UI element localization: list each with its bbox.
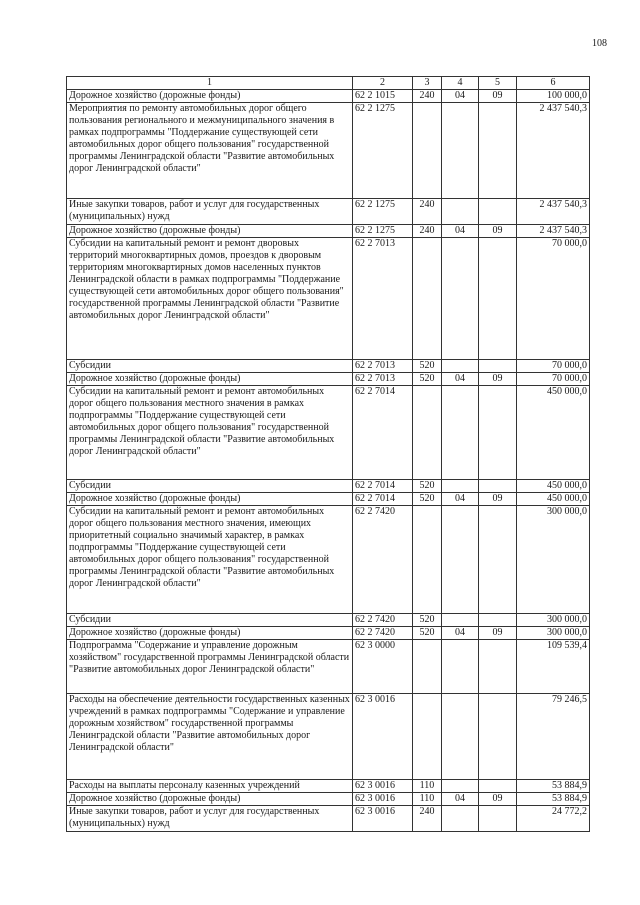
row-rz-cell: 04 [442, 373, 479, 386]
row-amount-cell: 70 000,0 [517, 373, 590, 386]
row-rz-cell [442, 780, 479, 793]
row-pr-cell [479, 238, 517, 360]
row-rz-cell: 04 [442, 90, 479, 103]
row-amount-cell: 2 437 540,3 [517, 225, 590, 238]
row-name-cell: Дорожное хозяйство (дорожные фонды) [67, 493, 353, 506]
row-rz-cell: 04 [442, 627, 479, 640]
row-amount-cell: 450 000,0 [517, 493, 590, 506]
table-row [67, 614, 590, 627]
row-code-cell: 62 2 1275 [353, 225, 413, 238]
row-pr-cell [479, 806, 517, 832]
column-header: 6 [517, 77, 590, 90]
table-row [67, 780, 590, 793]
row-vr-cell: 520 [413, 373, 442, 386]
column-header: 1 [67, 77, 353, 90]
table-row [67, 640, 590, 694]
column-header: 5 [479, 77, 517, 90]
row-rz-cell [442, 694, 479, 780]
row-rz-cell: 04 [442, 225, 479, 238]
table-body [67, 90, 590, 832]
row-name-cell: Дорожное хозяйство (дорожные фонды) [67, 793, 353, 806]
row-rz-cell [442, 238, 479, 360]
row-vr-cell: 520 [413, 480, 442, 493]
row-vr-cell [413, 238, 442, 360]
table-row [67, 199, 590, 225]
row-vr-cell: 240 [413, 199, 442, 225]
row-name-cell: Иные закупки товаров, работ и услуг для государственных (муниципальных) нужд [67, 806, 353, 832]
row-pr-cell [479, 614, 517, 627]
row-code-cell: 62 3 0016 [353, 806, 413, 832]
row-pr-cell: 09 [479, 225, 517, 238]
row-vr-cell: 110 [413, 780, 442, 793]
row-vr-cell: 520 [413, 360, 442, 373]
row-name-cell: Подпрограмма "Содержание и управление дорожным хозяйством" государственной программы Ленинградской области "Развитие автомобильных дорог Ленинградской области" [67, 640, 353, 694]
row-vr-cell: 520 [413, 627, 442, 640]
table-row [67, 506, 590, 614]
table-row [67, 386, 590, 480]
row-name-cell: Расходы на обеспечение деятельности государственных казенных учреждений в рамках подпрограммы "Содержание и управление дорожным хозяйством" государственной программы Ленинградской области "Развитие автомобильных дорог Ленинградской области" [67, 694, 353, 780]
column-header: 2 [353, 77, 413, 90]
table-row [67, 480, 590, 493]
row-pr-cell [479, 199, 517, 225]
row-vr-cell: 110 [413, 793, 442, 806]
row-name-cell: Расходы на выплаты персоналу казенных учреждений [67, 780, 353, 793]
table-row [67, 627, 590, 640]
row-amount-cell: 109 539,4 [517, 640, 590, 694]
row-pr-cell [479, 360, 517, 373]
row-amount-cell: 53 884,9 [517, 793, 590, 806]
row-name-cell: Субсидии на капитальный ремонт и ремонт автомобильных дорог общего пользования местного значения, имеющих приоритетный социально значимый характер, в рамках подпрограммы "Поддержание существующей сети автомобильных дорог общего пользования" государственной программы Ленинградской области "Развитие автомобильных дорог Ленинградской области" [67, 506, 353, 614]
row-amount-cell: 70 000,0 [517, 360, 590, 373]
page-number: 108 [592, 38, 607, 49]
row-pr-cell: 09 [479, 493, 517, 506]
header-row [67, 77, 590, 90]
row-amount-cell: 100 000,0 [517, 90, 590, 103]
table-row [67, 360, 590, 373]
row-code-cell: 62 3 0016 [353, 694, 413, 780]
row-rz-cell: 04 [442, 493, 479, 506]
table-row [67, 238, 590, 360]
row-code-cell: 62 2 7013 [353, 238, 413, 360]
row-name-cell: Мероприятия по ремонту автомобильных дорог общего пользования регионального и межмуниципального значения в рамках подпрограммы "Поддержание существующей сети автомобильных дорог общего пользования" государственной программы Ленинградской области "Развитие автомобильных дорог Ленинградской области" [67, 103, 353, 199]
row-vr-cell [413, 640, 442, 694]
row-pr-cell [479, 640, 517, 694]
row-rz-cell [442, 199, 479, 225]
column-header: 3 [413, 77, 442, 90]
row-name-cell: Дорожное хозяйство (дорожные фонды) [67, 90, 353, 103]
row-rz-cell [442, 480, 479, 493]
row-name-cell: Субсидии на капитальный ремонт и ремонт дворовых территорий многоквартирных домов, проездов к дворовым территориям многоквартирных домов населенных пунктов Ленинградской области в рамках подпрограммы "Поддержание существующей сети автомобильных дорог общего пользования" государственной программы Ленинградской области "Развитие автомобильных дорог Ленинградской области" [67, 238, 353, 360]
row-code-cell: 62 3 0016 [353, 793, 413, 806]
row-amount-cell: 2 437 540,3 [517, 103, 590, 199]
row-pr-cell [479, 386, 517, 480]
table-row [67, 793, 590, 806]
table-row [67, 806, 590, 832]
row-code-cell: 62 2 7013 [353, 360, 413, 373]
row-code-cell: 62 2 7420 [353, 506, 413, 614]
row-rz-cell [442, 614, 479, 627]
table-row [67, 225, 590, 238]
row-vr-cell: 240 [413, 90, 442, 103]
row-code-cell: 62 3 0000 [353, 640, 413, 694]
row-code-cell: 62 2 1275 [353, 103, 413, 199]
table-row [67, 90, 590, 103]
row-pr-cell [479, 506, 517, 614]
row-vr-cell: 240 [413, 225, 442, 238]
row-code-cell: 62 2 7420 [353, 627, 413, 640]
row-amount-cell: 450 000,0 [517, 480, 590, 493]
table-row [67, 373, 590, 386]
row-pr-cell [479, 103, 517, 199]
column-header: 4 [442, 77, 479, 90]
row-rz-cell [442, 386, 479, 480]
row-code-cell: 62 2 7013 [353, 373, 413, 386]
row-name-cell: Иные закупки товаров, работ и услуг для государственных (муниципальных) нужд [67, 199, 353, 225]
row-amount-cell: 450 000,0 [517, 386, 590, 480]
table-row [67, 694, 590, 780]
row-vr-cell: 520 [413, 614, 442, 627]
table-row [67, 103, 590, 199]
row-rz-cell [442, 506, 479, 614]
row-pr-cell: 09 [479, 373, 517, 386]
row-pr-cell: 09 [479, 793, 517, 806]
row-pr-cell [479, 694, 517, 780]
row-name-cell: Субсидии на капитальный ремонт и ремонт автомобильных дорог общего пользования местного значения в рамках подпрограммы "Поддержание существующей сети автомобильных дорог общего пользования" государственной программы Ленинградской области "Развитие автомобильных дорог Ленинградской области" [67, 386, 353, 480]
row-amount-cell: 300 000,0 [517, 627, 590, 640]
row-amount-cell: 79 246,5 [517, 694, 590, 780]
row-name-cell: Субсидии [67, 360, 353, 373]
row-vr-cell [413, 694, 442, 780]
row-code-cell: 62 2 1275 [353, 199, 413, 225]
row-code-cell: 62 2 7014 [353, 493, 413, 506]
row-vr-cell: 240 [413, 806, 442, 832]
row-code-cell: 62 2 7420 [353, 614, 413, 627]
row-pr-cell [479, 480, 517, 493]
row-vr-cell [413, 386, 442, 480]
row-pr-cell: 09 [479, 627, 517, 640]
row-amount-cell: 53 884,9 [517, 780, 590, 793]
row-name-cell: Дорожное хозяйство (дорожные фонды) [67, 225, 353, 238]
row-code-cell: 62 3 0016 [353, 780, 413, 793]
row-code-cell: 62 2 1015 [353, 90, 413, 103]
row-rz-cell [442, 640, 479, 694]
row-name-cell: Субсидии [67, 614, 353, 627]
row-code-cell: 62 2 7014 [353, 480, 413, 493]
table-row [67, 493, 590, 506]
row-rz-cell: 04 [442, 793, 479, 806]
row-pr-cell: 09 [479, 90, 517, 103]
row-amount-cell: 300 000,0 [517, 506, 590, 614]
row-vr-cell: 520 [413, 493, 442, 506]
row-vr-cell [413, 103, 442, 199]
row-name-cell: Субсидии [67, 480, 353, 493]
row-amount-cell: 24 772,2 [517, 806, 590, 832]
row-name-cell: Дорожное хозяйство (дорожные фонды) [67, 627, 353, 640]
row-vr-cell [413, 506, 442, 614]
row-rz-cell [442, 103, 479, 199]
row-pr-cell [479, 780, 517, 793]
budget-table [66, 76, 590, 832]
row-name-cell: Дорожное хозяйство (дорожные фонды) [67, 373, 353, 386]
row-amount-cell: 70 000,0 [517, 238, 590, 360]
row-rz-cell [442, 360, 479, 373]
row-amount-cell: 2 437 540,3 [517, 199, 590, 225]
row-code-cell: 62 2 7014 [353, 386, 413, 480]
row-rz-cell [442, 806, 479, 832]
row-amount-cell: 300 000,0 [517, 614, 590, 627]
